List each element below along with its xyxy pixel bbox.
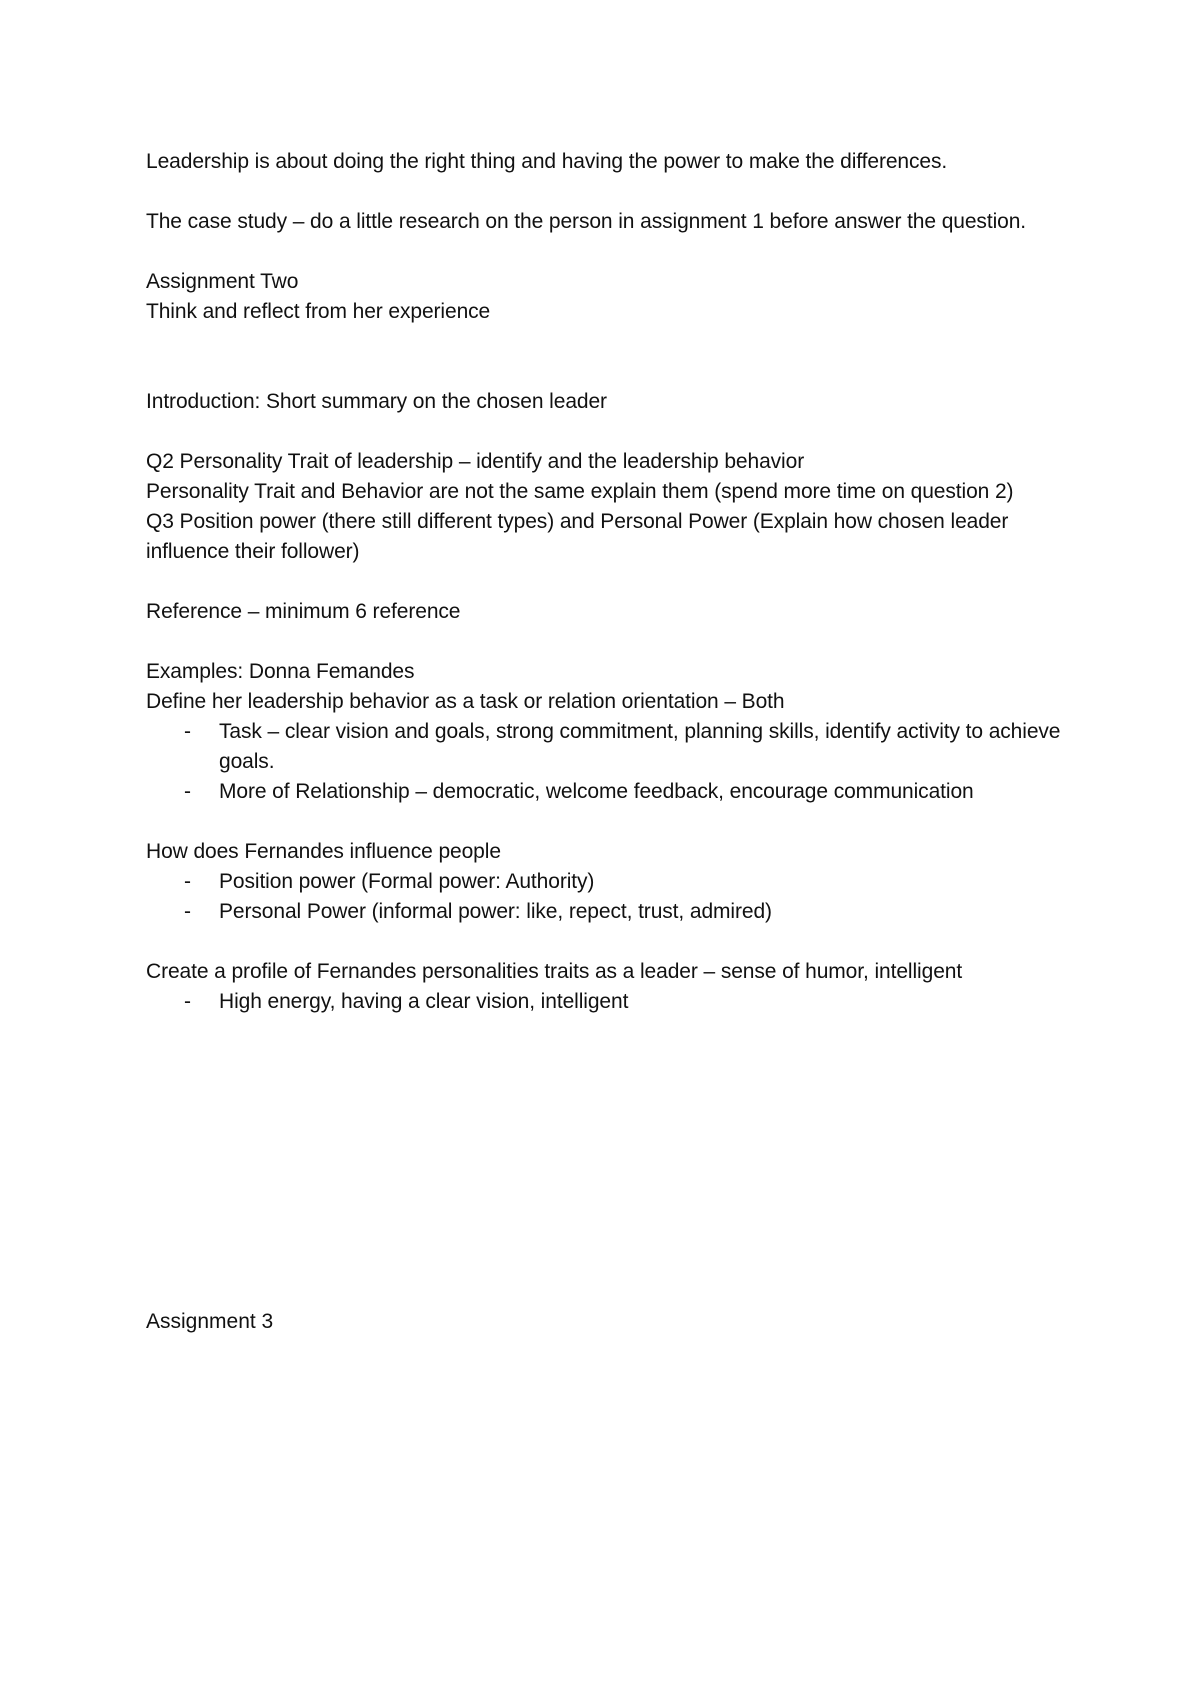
think-reflect-line: Think and reflect from her experience [146,300,491,323]
influence-line: How does Fernandes influence people [146,840,501,863]
spacer [146,807,1076,837]
assignment-three-heading: Assignment 3 [146,1310,274,1333]
spacer [146,927,1076,957]
q2-note: Personality Trait and Behavior are not the same explain them (spend more time on question 2) [146,480,1014,503]
profile-line: Create a profile of Fernandes personalities traits as a leader – sense of humor, intelligent [146,960,963,983]
spacer [146,177,1076,207]
document-body [146,147,1076,1017]
spacer [146,327,1076,387]
q3-line: Q3 Position power (there still different types) and Personal Power (Explain how chosen leader influence their follower) [146,510,1009,563]
power-list [146,867,1076,927]
orientation-list [146,717,1076,807]
define-line: Define her leadership behavior as a task or relation orientation – Both [146,690,785,713]
spacer [146,567,1076,597]
spacer [146,237,1076,267]
list-item: - Task – clear vision and goals, strong commitment, planning skills, identify activity to achieve goals. [146,717,1076,777]
list-item: - High energy, having a clear vision, intelligent [146,987,1076,1017]
introduction-line: Introduction: Short summary on the chosen leader [146,390,607,413]
list-item: - Position power (Formal power: Authority) [146,867,1076,897]
reference-line: Reference – minimum 6 reference [146,600,461,623]
q2-line: Q2 Personality Trait of leadership – identify and the leadership behavior [146,450,805,473]
traits-list [146,987,1076,1017]
assignment-two-heading: Assignment Two [146,270,299,293]
list-item: - Personal Power (informal power: like, repect, trust, admired) [146,897,1076,927]
case-study-paragraph: The case study – do a little research on the person in assignment 1 before answer the question. [146,210,1027,233]
list-item: - More of Relationship – democratic, welcome feedback, encourage communication [146,777,1076,807]
spacer [146,627,1076,657]
intro-statement: Leadership is about doing the right thing and having the power to make the differences. [146,150,948,173]
spacer [146,417,1076,447]
examples-line: Examples: Donna Femandes [146,660,415,683]
